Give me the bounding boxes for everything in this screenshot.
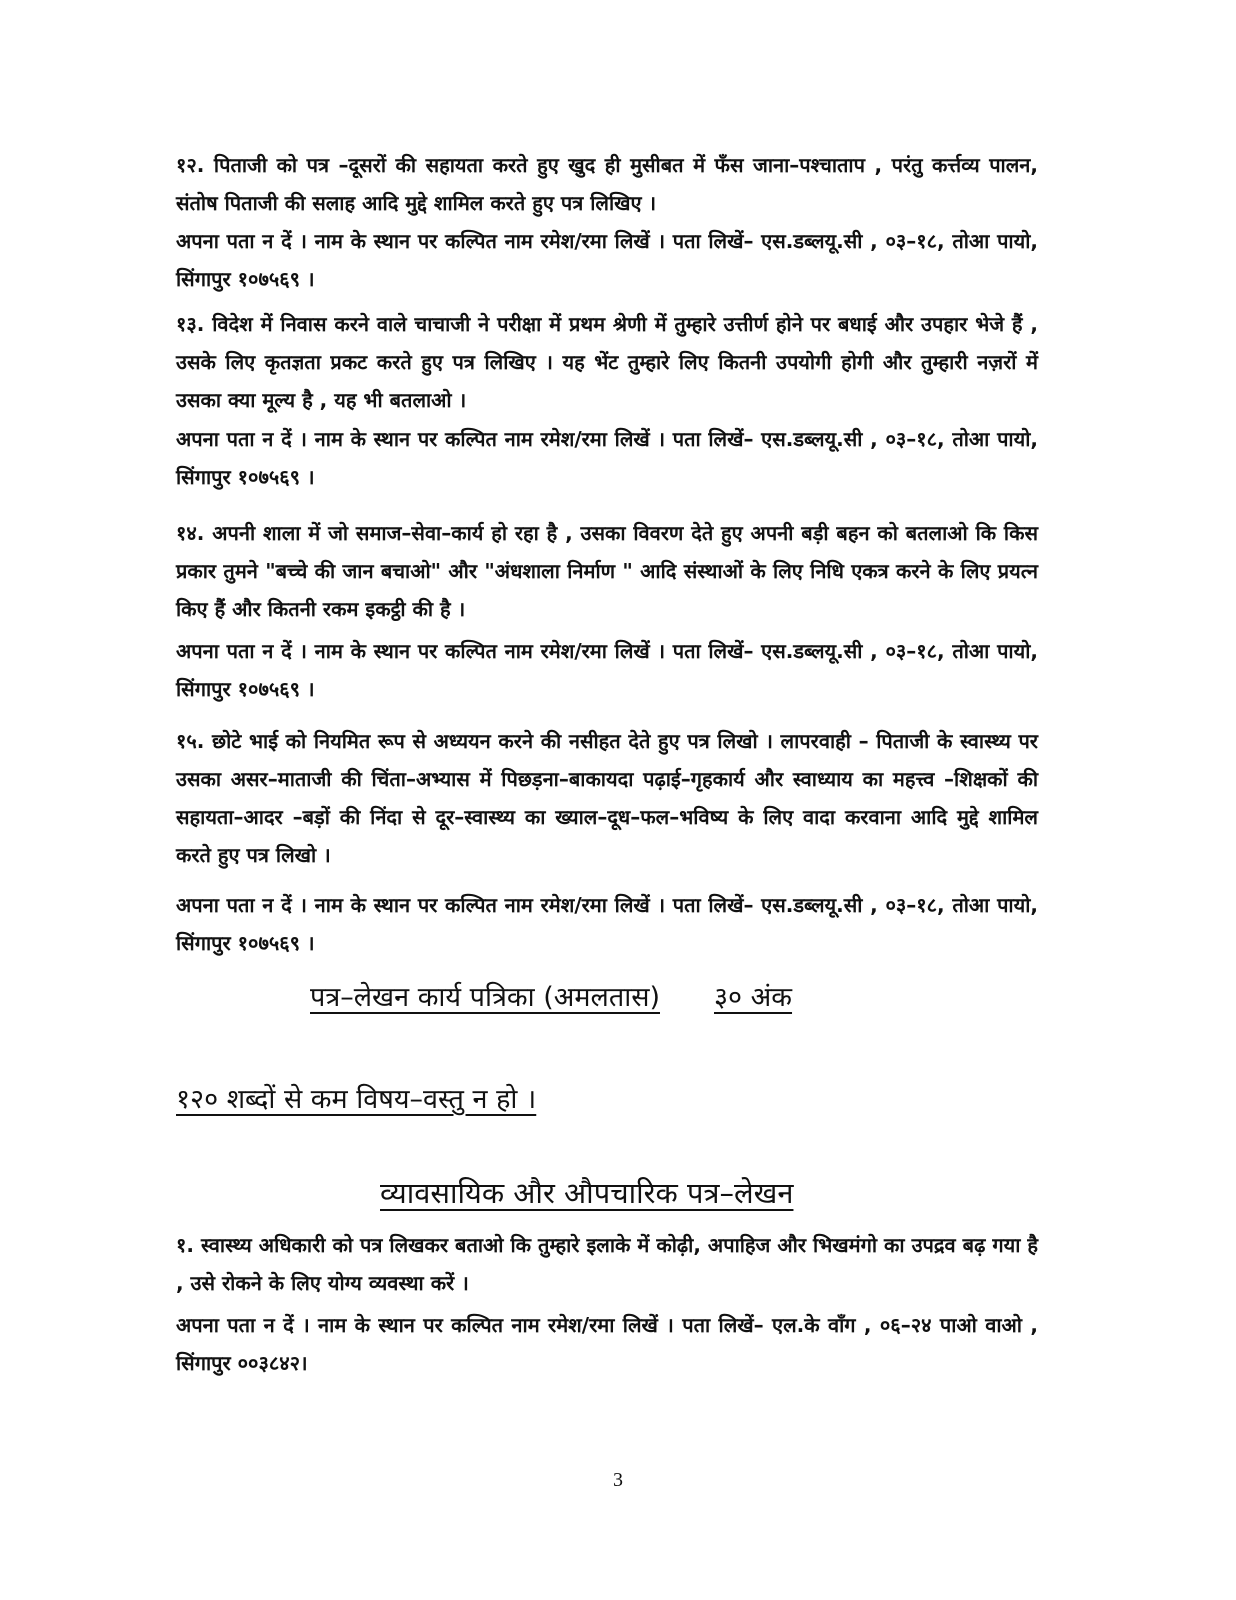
letter-task-15: १५. छोटे भाई को नियमित रूप से अध्ययन करने की नसीहत देते हुए पत्र लिखो । लापरवाही – पिताजी के स्वास्थ्य पर उसका असर–माताजी की चिंता–अभ्यास में पिछड़ना–बाकायदा पढ़ाई–गृहकार्य और स्वाध्याय का महत्त्व –शिक्षकों की सहायता–आदर –बड़ों की निंदा से दूर–स्वास्थ्य का ख्याल–दूध–फल–भविष्य के लिए वादा करवाना आदि मुद्दे शामिल करते हुए पत्र लिखो । [176,729,1038,867]
worksheet-title-text: पत्र–लेखन कार्य पत्रिका (अमलतास) [310,982,660,1013]
letter-task-12: १२. पिताजी को पत्र –दूसरों की सहायता करते हुए खुद ही मुसीबत में फँस जाना–पश्चाताप , परंतु कर्त्तव्य पालन, संतोष पिताजी की सलाह आदि मुद्दे शामिल करते हुए पत्र लिखिए । [176,153,1038,215]
section-heading: व्यावसायिक और औपचारिक पत्र–लेखन [380,1176,794,1210]
formal-address-instruction-1: अपना पता न दें । नाम के स्थान पर कल्पित नाम रमेश/रमा लिखें । पता लिखें– एल.के वाँग , ०६–२४ पाओ वाओ , सिंगापुर ००३८४२। [176,1313,1038,1375]
letter-task-14: १४. अपनी शाला में जो समाज–सेवा–कार्य हो रहा है , उसका विवरण देते हुए अपनी बड़ी बहन को बतलाओ कि किस प्रकार तुमने "बच्चे की जान बचाओ" और "अंधशाला निर्माण " आदि संस्थाओं के लिए निधि एकत्र करने के लिए प्रयत्न किए हैं और कितनी रकम इकट्ठी की है । [176,521,1038,621]
address-instruction-12: अपना पता न दें । नाम के स्थान पर कल्पित नाम रमेश/रमा लिखें । पता लिखें– एस.डब्लयू.सी , ०३–१८, तोआ पायो, सिंगापुर १०७५६९ । [176,229,1038,291]
formal-letter-task-1: १. स्वास्थ्य अधिकारी को पत्र लिखकर बताओ कि तुम्हारे इलाके में कोढ़ी, अपाहिज और भिखमंगो का उपद्रव बढ़ गया है , उसे रोकने के लिए योग्य व्यवस्था करें । [176,1233,1038,1295]
address-instruction-15: अपना पता न दें । नाम के स्थान पर कल्पित नाम रमेश/रमा लिखें । पता लिखें– एस.डब्लयू.सी , ०३–१८, तोआ पायो, सिंगापुर १०७५६९ । [176,893,1038,955]
address-instruction-14: अपना पता न दें । नाम के स्थान पर कल्पित नाम रमेश/रमा लिखें । पता लिखें– एस.डब्लयू.सी , ०३–१८, तोआ पायो, सिंगापुर १०७५६९ । [176,639,1038,701]
worksheet-title [310,978,1010,1018]
letter-task-13: १३. विदेश में निवास करने वाले चाचाजी ने परीक्षा में प्रथम श्रेणी में तुम्हारे उत्तीर्ण होने पर बधाई और उपहार भेजे हैं , उसके लिए कृतज्ञता प्रकट करते हुए पत्र लिखिए । यह भेंट तुम्हारे लिए कितनी उपयोगी होगी और तुम्हारी नज़रों में उसका क्या मूल्य है , यह भी बतलाओ । [176,312,1038,412]
address-instruction-13: अपना पता न दें । नाम के स्थान पर कल्पित नाम रमेश/रमा लिखें । पता लिखें– एस.डब्लयू.सी , ०३–१८, तोआ पायो, सिंगापुर १०७५६९ । [176,427,1038,489]
worksheet-marks: ३० अंक [714,982,793,1013]
page-number: 3 [613,1469,623,1491]
word-limit-note: १२० शब्दों से कम विषय–वस्तु न हो । [176,1084,537,1115]
